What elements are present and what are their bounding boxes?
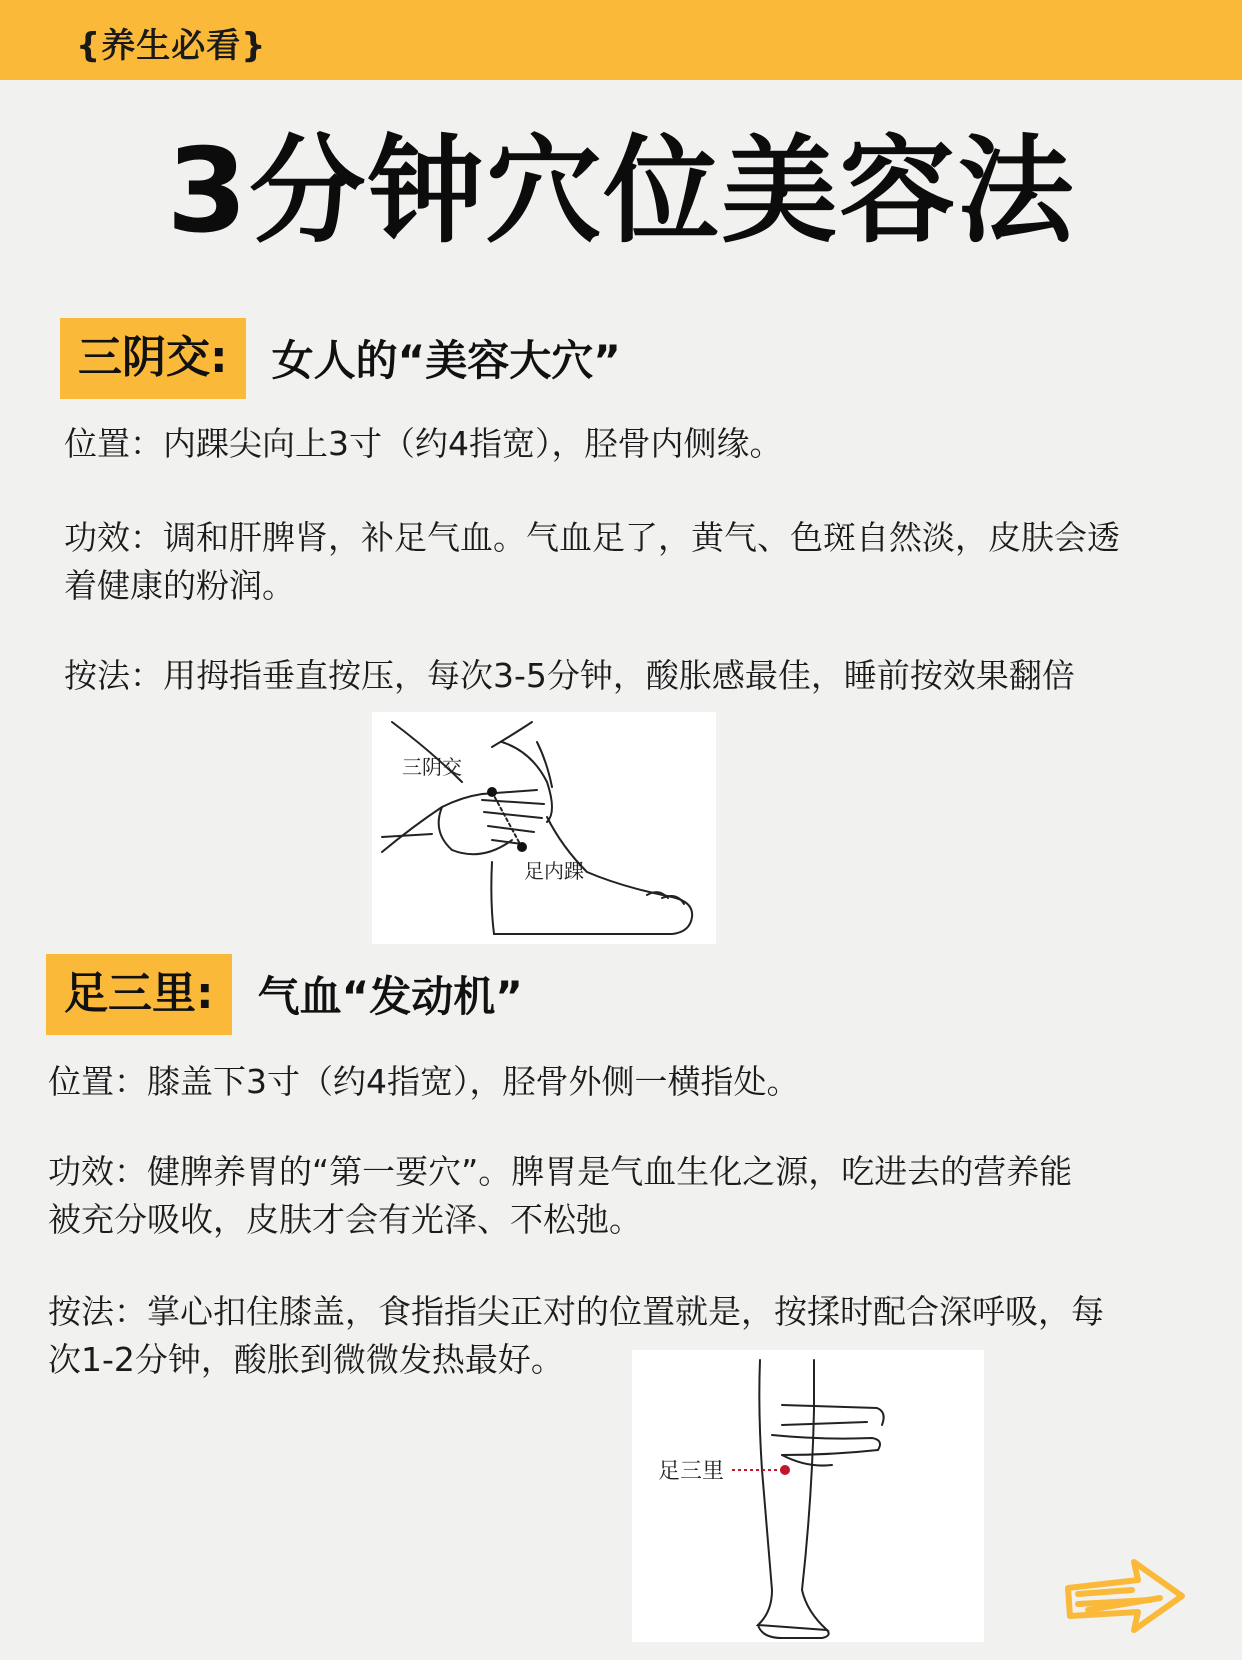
category-tag: {养生必看}	[76, 26, 267, 66]
arrow-right-icon	[1060, 1550, 1190, 1640]
top-banner	[0, 0, 1242, 80]
landmark-label: 足内踝	[524, 859, 584, 883]
point-label: 三阴交	[402, 755, 462, 779]
position-text: 位置：内踝尖向上3寸（约4指宽），胫骨内侧缘。	[64, 424, 783, 463]
section-label: 足三里:	[46, 954, 232, 1035]
section-header-zusanli	[46, 954, 523, 1035]
foot-drawing	[372, 712, 716, 944]
effect-text	[48, 1148, 1072, 1244]
zusanli-illustration	[632, 1350, 984, 1642]
method-line: 次1-2分钟，酸胀到微微发热最好。	[48, 1340, 564, 1379]
sanyinjiao-illustration	[372, 712, 716, 944]
section-subtitle: 气血“发动机”	[257, 972, 523, 1022]
point-label: 足三里	[658, 1459, 725, 1484]
method-line: 按法：掌心扣住膝盖，食指指尖正对的位置就是，按揉时配合深呼吸，每	[48, 1292, 1104, 1331]
effect-line: 被充分吸收，皮肤才会有光泽、不松弛。	[48, 1200, 642, 1239]
effect-line: 功效：健脾养胃的“第一要穴”。脾胃是气血生化之源，吃进去的营养能	[48, 1152, 1073, 1191]
effect-line: 着健康的粉润。	[64, 566, 295, 605]
leg-drawing	[632, 1350, 984, 1642]
section-label: 三阴交:	[60, 318, 246, 399]
section-subtitle: 女人的“美容大穴”	[271, 336, 621, 386]
effect-line: 功效：调和肝脾肾，补足气血。气血足了，黄气、色斑自然淡，皮肤会透	[64, 518, 1120, 557]
section-header-sanyinjiao	[60, 318, 621, 399]
effect-text	[64, 514, 1120, 610]
method-text: 按法：用拇指垂直按压，每次3-5分钟，酸胀感最佳，睡前按效果翻倍	[64, 656, 1075, 695]
position-text: 位置：膝盖下3寸（约4指宽），胫骨外侧一横指处。	[48, 1062, 800, 1101]
page-title: 3分钟穴位美容法	[166, 124, 1076, 259]
